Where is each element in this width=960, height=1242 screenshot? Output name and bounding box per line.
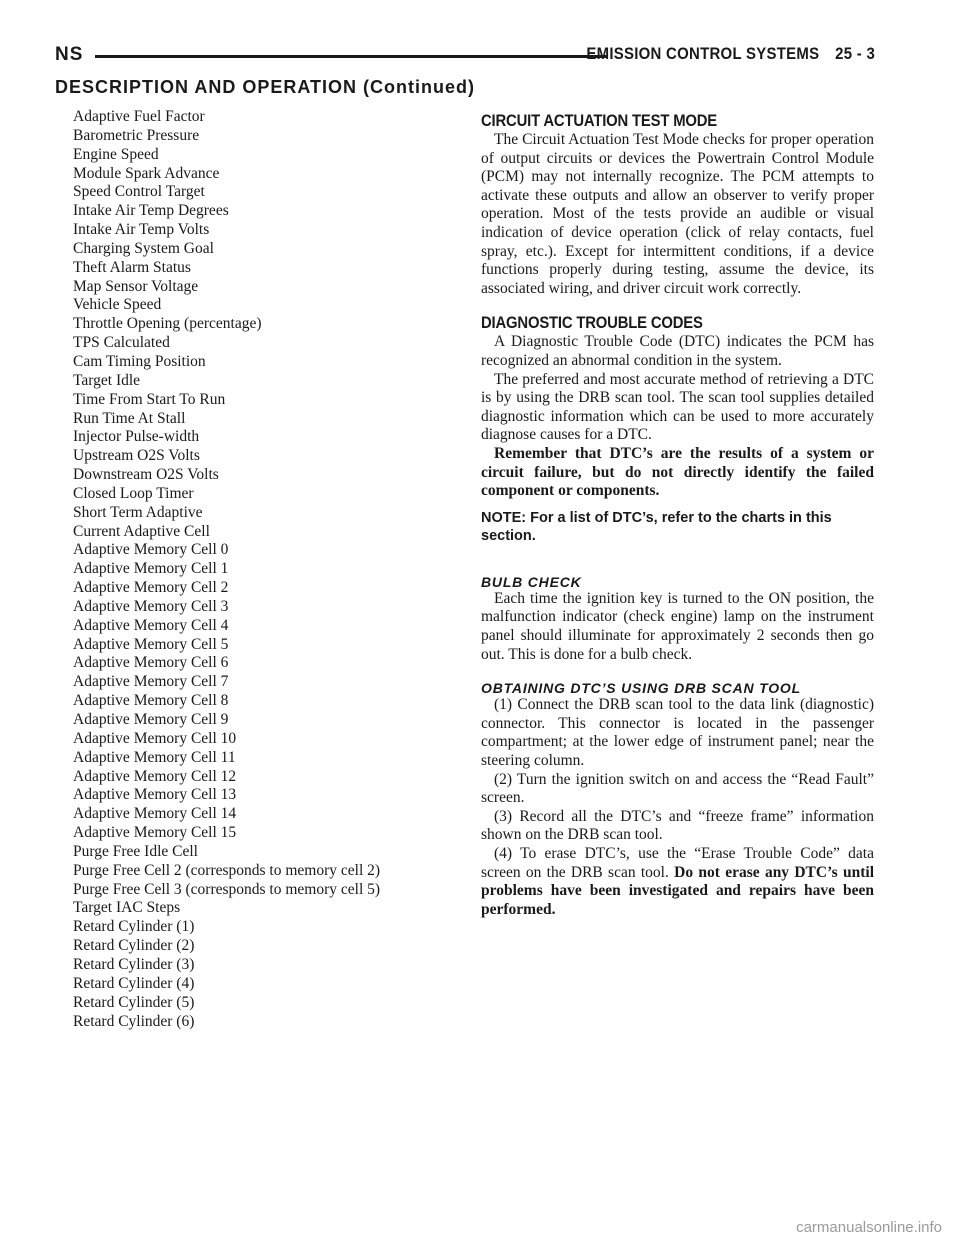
- parameter-list-item: Adaptive Memory Cell 3: [73, 597, 229, 615]
- parameter-list-item: Target IAC Steps: [73, 899, 181, 917]
- parameter-list-item: Vehicle Speed: [73, 296, 162, 314]
- parameter-list-item: Intake Air Temp Degrees: [73, 202, 229, 220]
- parameter-list-item: Engine Speed: [73, 145, 159, 163]
- parameter-list-item: Short Term Adaptive: [73, 503, 203, 521]
- parameter-list-item: Throttle Opening (percentage): [73, 315, 262, 333]
- page-header: [55, 44, 875, 74]
- bulb-check-heading: BULB CHECK: [481, 573, 582, 590]
- parameter-list-item: Retard Cylinder (2): [73, 937, 195, 955]
- parameter-list-item: Adaptive Memory Cell 5: [73, 635, 229, 653]
- obtaining-step-4-text: (4) To erase DTC’s, use the “Erase Trouble Code” data screen on the DRB scan tool.: [481, 845, 874, 881]
- right-column: [481, 112, 874, 919]
- dtc-paragraph-2: The preferred and most accurate method of retrieving a DTC is by using the DRB scan tool. The scan tool supplies detailed diagnostic information which can be used to more accurately diagnose causes for a DTC.: [481, 370, 874, 444]
- parameter-list-item: Adaptive Memory Cell 6: [73, 654, 229, 672]
- parameter-list-item: Theft Alarm Status: [73, 258, 191, 276]
- parameter-list-item: Purge Free Cell 2 (corresponds to memory cell 2): [73, 861, 381, 879]
- parameter-list-item: Adaptive Memory Cell 13: [73, 786, 237, 804]
- circuit-actuation-body: The Circuit Actuation Test Mode checks for proper operation of output circuits or devices the Powertrain Control Module (PCM) may not internally recognize. The PCM attempts to activate these outputs and allow an observer to verify proper operation. Most of the tests provide an audible or visual indication of device operation (click of relay contacts, fuel spray, etc.). Except for intermittent conditions, if a device functions properly during testing, assume the device, its associated wiring, and driver circuit work correctly.: [481, 131, 874, 297]
- parameter-list-item: Injector Pulse-width: [73, 428, 200, 446]
- parameter-list-item: Retard Cylinder (5): [73, 993, 195, 1011]
- parameter-list-item: Adaptive Memory Cell 4: [73, 616, 229, 634]
- dtc-paragraph-1: A Diagnostic Trouble Code (DTC) indicates the PCM has recognized an abnormal condition in the system.: [481, 333, 874, 369]
- obtaining-step-1: (1) Connect the DRB scan tool to the data link (diagnostic) connector. This connector is located in the passenger compartment; at the lower edge of instrument panel; near the steering column.: [481, 696, 874, 770]
- parameter-list-item: Purge Free Cell 3 (corresponds to memory cell 5): [73, 880, 381, 898]
- watermark-link[interactable]: carmanualsonline.info: [796, 1219, 942, 1236]
- parameter-list-item: Module Spark Advance: [73, 164, 220, 182]
- parameter-list-item: Adaptive Memory Cell 2: [73, 579, 229, 597]
- parameter-list-item: Barometric Pressure: [73, 126, 200, 144]
- parameter-list-item: TPS Calculated: [73, 334, 170, 352]
- parameter-list-item: Purge Free Idle Cell: [73, 842, 198, 860]
- parameter-list-item: Target Idle: [73, 371, 141, 389]
- parameter-list-item: Time From Start To Run: [73, 390, 226, 408]
- parameter-list-item: Adaptive Fuel Factor: [73, 108, 205, 125]
- parameter-list-item: Retard Cylinder (4): [73, 974, 195, 992]
- parameter-list-item: Adaptive Memory Cell 10: [73, 729, 237, 747]
- parameter-list: [73, 108, 473, 1031]
- parameter-list-item: Retard Cylinder (3): [73, 955, 195, 973]
- parameter-list-item: Adaptive Memory Cell 1: [73, 560, 229, 578]
- obtaining-dtc-heading: OBTAINING DTC’S USING DRB SCAN TOOL: [481, 680, 801, 697]
- parameter-list-item: Adaptive Memory Cell 14: [73, 805, 237, 823]
- parameter-list-item: Adaptive Memory Cell 11: [73, 748, 236, 766]
- parameter-list-item: Adaptive Memory Cell 12: [73, 767, 237, 785]
- page-number: 25 - 3: [835, 44, 875, 63]
- obtaining-step-4-warning: Do not erase any DTC’s until problems have been investigated and repairs have been performed.: [481, 863, 874, 918]
- dtc-heading: DIAGNOSTIC TROUBLE CODES: [481, 314, 703, 333]
- parameter-list-item: Downstream O2S Volts: [73, 466, 219, 484]
- parameter-list-item: Retard Cylinder (6): [73, 1012, 195, 1030]
- parameter-list-item: Upstream O2S Volts: [73, 447, 200, 465]
- obtaining-step-3: (3) Record all the DTC’s and “freeze frame” information shown on the DRB scan tool.: [481, 807, 874, 844]
- parameter-list-item: Adaptive Memory Cell 8: [73, 692, 229, 710]
- bulb-check-body: Each time the ignition key is turned to the ON position, the malfunction indicator (check engine) lamp on the instrument panel should illuminate for approximately 2 seconds then go out. This is done for a bulb check.: [481, 589, 874, 663]
- header-section-name: EMISSION CONTROL SYSTEMS: [586, 44, 820, 63]
- obtaining-step-4: [481, 845, 874, 919]
- parameter-list-item: Current Adaptive Cell: [73, 522, 210, 540]
- parameter-list-item: Adaptive Memory Cell 9: [73, 711, 229, 728]
- obtaining-step-2: (2) Turn the ignition switch on and access the “Read Fault” screen.: [481, 770, 874, 807]
- parameter-list-item: Map Sensor Voltage: [73, 277, 199, 295]
- parameter-list-item: Charging System Goal: [73, 239, 214, 257]
- parameter-list-item: Retard Cylinder (1): [73, 918, 195, 936]
- parameter-list-item: Cam Timing Position: [73, 352, 206, 370]
- section-title: DESCRIPTION AND OPERATION (Continued): [55, 77, 475, 97]
- parameter-list-item: Adaptive Memory Cell 7: [73, 673, 229, 691]
- parameter-list-item: Adaptive Memory Cell 15: [73, 824, 237, 842]
- parameter-list-item: Speed Control Target: [73, 183, 205, 201]
- parameter-list-item: Intake Air Temp Volts: [73, 221, 210, 239]
- parameter-list-item: Closed Loop Timer: [73, 484, 194, 502]
- dtc-warning: Remember that DTC’s are the results of a system or circuit failure, but do not directly identify the failed component or components.: [481, 444, 874, 500]
- dtc-note: NOTE: For a list of DTC’s, refer to the charts in this section.: [481, 509, 832, 545]
- circuit-actuation-heading: CIRCUIT ACTUATION TEST MODE: [481, 112, 718, 130]
- header-section-and-page: [586, 44, 875, 64]
- header-rule: [95, 55, 607, 58]
- parameter-list-item: Run Time At Stall: [73, 409, 186, 427]
- parameter-list-item: Adaptive Memory Cell 0: [73, 541, 229, 559]
- manual-code: NS: [55, 44, 84, 65]
